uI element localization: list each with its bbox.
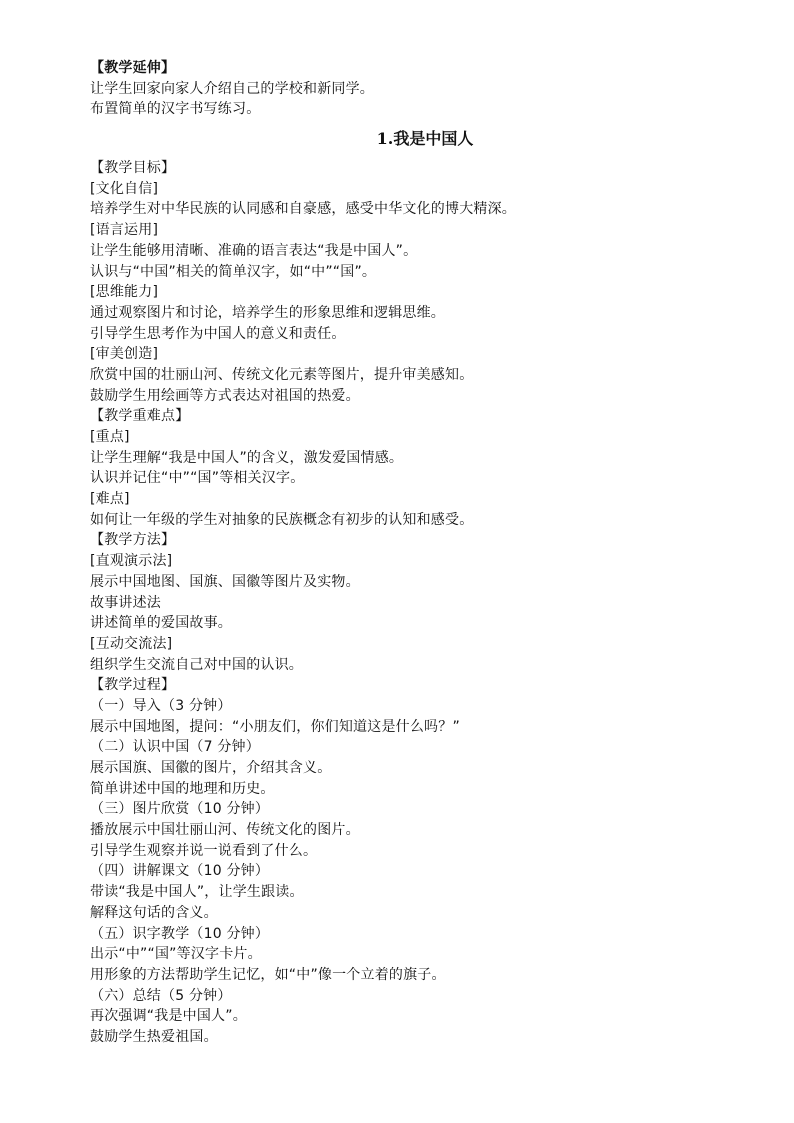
text-line: 引导学生观察并说一说看到了什么。 xyxy=(90,842,318,859)
document-page xyxy=(90,58,740,1048)
text-line: 展示中国地图、国旗、国徽等图片及实物。 xyxy=(90,573,360,590)
text-line: 组织学生交流自己对中国的认识。 xyxy=(90,656,303,673)
text-line: 用形象的方法帮助学生记忆，如“中”像一个立着的旗子。 xyxy=(90,966,446,983)
text-line: 展示中国地图，提问：“小朋友们，你们知道这是什么吗？” xyxy=(90,718,460,735)
text-line: 认识与“中国”相关的简单汉字，如“中”“国”。 xyxy=(90,263,377,280)
section-heading: 【教学方法】 xyxy=(90,532,176,549)
text-line: 展示国旗、国徽的图片，介绍其含义。 xyxy=(90,760,332,776)
text-line: 培养学生对中华民族的认同感和自豪感，感受中华文化的博大精深。 xyxy=(90,201,516,218)
text-line: 出示“中”“国”等汉字卡片。 xyxy=(90,946,262,963)
step-heading: （一）导入（3 分钟） xyxy=(90,697,232,714)
text-line: 鼓励学生热爱祖国。 xyxy=(90,1028,218,1045)
text-line: 解释这句话的含义。 xyxy=(90,904,218,921)
subheading: [审美创造] xyxy=(90,346,159,363)
step-heading: （二）认识中国（7 分钟） xyxy=(90,739,260,756)
text-line: 让学生回家向家人介绍自己的学校和新同学。 xyxy=(90,80,374,97)
section-heading: 【教学过程】 xyxy=(90,677,176,694)
text-line: 播放展示中国壮丽山河、传统文化的图片。 xyxy=(90,822,360,839)
text-line: 如何让一年级的学生对抽象的民族概念有初步的认知和感受。 xyxy=(90,511,474,528)
text-line: 认识并记住“中”“国”等相关汉字。 xyxy=(90,470,305,487)
text-line: 简单讲述中国的地理和历史。 xyxy=(90,780,275,797)
subheading: [互动交流法] xyxy=(90,635,173,652)
lesson-title: 1.我是中国人 xyxy=(376,129,474,149)
text-line: 通过观察图片和讨论，培养学生的形象思维和逻辑思维。 xyxy=(90,304,445,321)
subheading: [直观演示法] xyxy=(90,553,173,570)
subheading: [思维能力] xyxy=(90,284,159,301)
subheading: [重点] xyxy=(90,429,130,445)
text-line: 引导学生思考作为中国人的意义和责任。 xyxy=(90,325,346,342)
section-heading-extension: 【教学延伸】 xyxy=(90,60,176,76)
text-line: 讲述简单的爱国故事。 xyxy=(90,615,232,632)
text-line: 布置简单的汉字书写练习。 xyxy=(90,101,261,118)
section-heading: 【教学目标】 xyxy=(90,160,176,177)
text-line: 带读“我是中国人”，让学生跟读。 xyxy=(90,884,304,901)
text-line: 欣赏中国的壮丽山河、传统文化元素等图片，提升审美感知。 xyxy=(90,366,474,383)
step-heading: （六）总结（5 分钟） xyxy=(90,987,232,1004)
step-heading: （三）图片欣赏（10 分钟） xyxy=(90,801,270,818)
step-heading: （五）识字教学（10 分钟） xyxy=(90,925,270,942)
text-line: 让学生能够用清晰、准确的语言表达“我是中国人”。 xyxy=(90,242,418,259)
step-heading: （四）讲解课文（10 分钟） xyxy=(90,863,270,880)
text-line: 鼓励学生用绘画等方式表达对祖国的热爱。 xyxy=(90,387,360,404)
subheading: 故事讲述法 xyxy=(90,594,161,611)
section-heading: 【教学重难点】 xyxy=(90,408,190,425)
subheading: [难点] xyxy=(90,491,130,508)
text-line: 让学生理解“我是中国人”的含义，激发爱国情感。 xyxy=(90,449,404,466)
subheading: [语言运用] xyxy=(90,222,159,239)
lesson-body xyxy=(90,158,740,1048)
text-line: 再次强调“我是中国人”。 xyxy=(90,1008,247,1025)
subheading: [文化自信] xyxy=(90,180,159,197)
